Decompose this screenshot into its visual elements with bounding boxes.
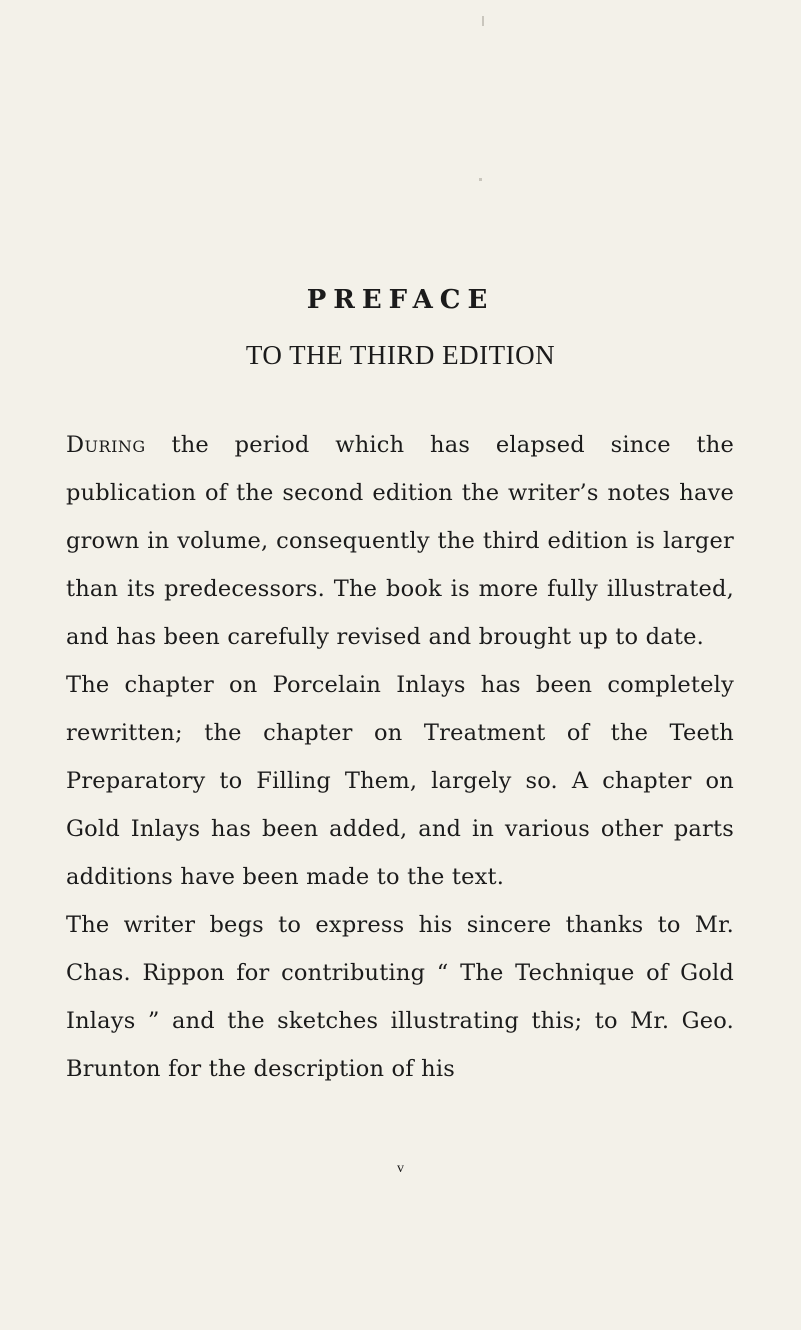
paragraph-1-text: the period which has elapsed since the publication of the second edition the writer’s notes have grown in volume, consequently the third edition is larger than its predecessors. The book is more fully illustrated, and has been carefully revised and brought up to date. [66,432,734,650]
page-title: PREFACE [306,285,495,315]
page-number: v [397,1161,404,1176]
paragraph-lead-word: During [66,432,146,458]
paragraph-3: The writer begs to express his sincere thanks to Mr. Chas. Rippon for contributing “ The Technique of Gold Inlays ” and the sketches illustrating this; to Mr. Geo. Brunton for the description of his [66,912,734,1082]
paragraph-1 [66,421,734,661]
paper-speck [482,16,484,26]
preface-text [66,421,734,1093]
paper-speck [479,178,482,181]
paragraph-2: The chapter on Porcelain Inlays has been completely rewritten; the chapter on Treatment of the Teeth Preparatory to Filling Them, largely so. A chapter on Gold Inlays has been added, and in various other parts additions have been made to the text. [66,672,734,890]
page-subtitle: TO THE THIRD EDITION [245,340,556,370]
